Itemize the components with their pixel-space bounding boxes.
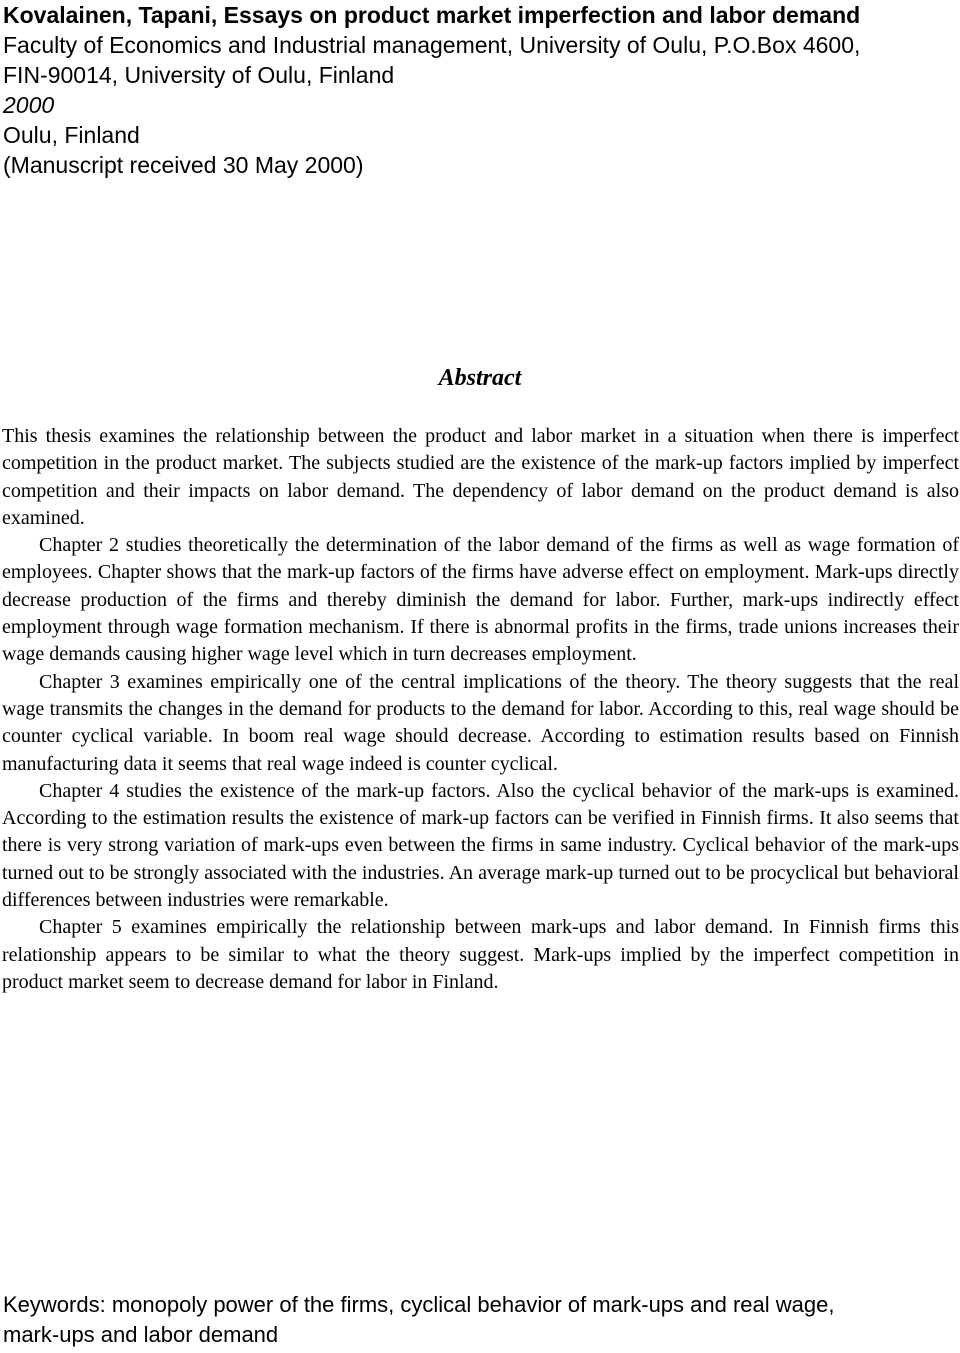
abstract-paragraph: This thesis examines the relationship between the product and labor market in a situation when there is imperfect competition in the product market. The subjects studied are the existence of the mark-up factors implied by imperfect competition and their impacts on labor demand. The dependency of labor demand on the product demand is also examined. <box>2 425 959 529</box>
author-title-line: Kovalainen, Tapani, Essays on product market imperfection and labor demand <box>3 2 861 28</box>
abstract-paragraph: Chapter 5 examines empirically the relationship between mark-ups and labor demand. In Finnish firms this relationship appears to be similar to what the theory suggest. Mark-ups implied by the imperfect competition in product market seem to decrease demand for labor in Finland. <box>2 916 959 993</box>
abstract-body <box>2 423 959 996</box>
bibliographic-header <box>3 0 953 180</box>
abstract-paragraph: Chapter 3 examines empirically one of the central implications of the theory. The theory suggests that the real wage transmits the changes in the demand for products to the demand for labor. According to this, real wage should be counter cyclical variable. In boom real wage should decrease. According to estimation results based on Finnish manufacturing data it seems that real wage indeed is counter cyclical. <box>2 670 959 775</box>
abstract-heading: Abstract <box>438 365 522 391</box>
manuscript-received: (Manuscript received 30 May 2000) <box>3 152 364 178</box>
abstract-paragraph: Chapter 2 studies theoretically the determination of the labor demand of the firms as well as wage formation of employees. Chapter shows that the mark-up factors of the firms have adverse effect on employment. Mark-ups directly decrease production of the firms and thereby diminish the demand for labor. Further, mark-ups indirectly effect employment through wage formation mechanism. If there is abnormal profits in the firms, trade unions increases their wage demands causing higher wage level which in turn decreases employment. <box>2 534 959 666</box>
postal-address-line: FIN-90014, University of Oulu, Finland <box>3 62 395 88</box>
keywords-line: Keywords: monopoly power of the firms, cyclical behavior of mark-ups and real wage, <box>3 1292 835 1317</box>
faculty-address-line: Faculty of Economics and Industrial management, University of Oulu, P.O.Box 4600, <box>3 32 861 58</box>
publication-location: Oulu, Finland <box>3 122 140 148</box>
keywords-line: mark-ups and labor demand <box>3 1322 279 1347</box>
abstract-paragraph: Chapter 4 studies the existence of the mark-up factors. Also the cyclical behavior of the mark-ups is examined. According to the estimation results the existence of mark-up factors can be verified in Finnish firms. It also seems that there is very strong variation of mark-ups even between the firms in same industry. Cyclical behavior of the mark-ups turned out to be strongly associated with the industries. An average mark-up turned out to be procyclical but behavioral differences between industries were remarkable. <box>2 779 959 912</box>
publication-year: 2000 <box>3 92 55 118</box>
keywords <box>3 1290 953 1350</box>
